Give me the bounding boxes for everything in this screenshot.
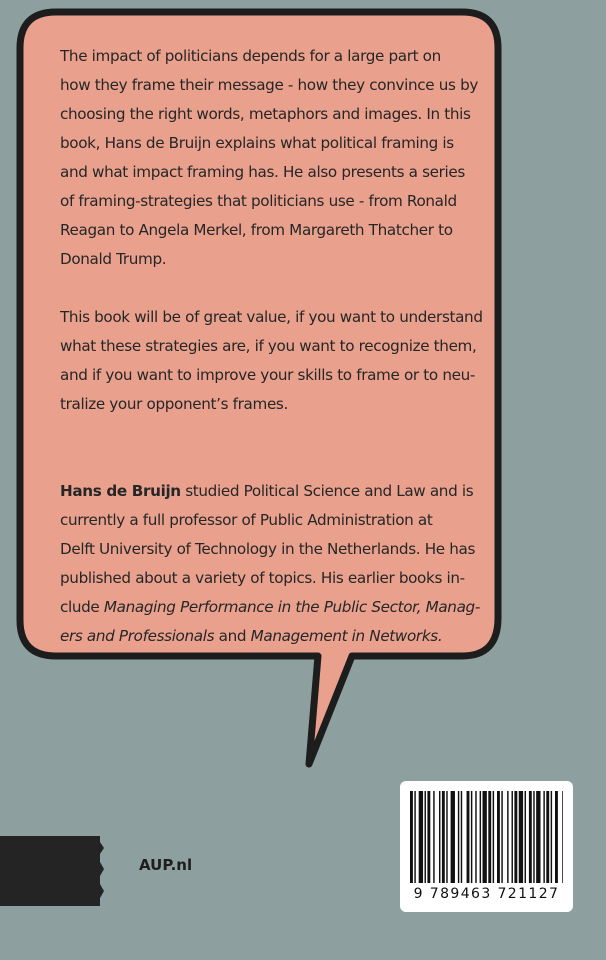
barcode-bar (439, 791, 440, 883)
barcode-bar (533, 791, 534, 883)
barcode-bar (475, 791, 476, 883)
barcode (400, 781, 573, 912)
description-paragraph (60, 42, 500, 274)
barcode-bar (512, 791, 513, 883)
text-line: Donald Trump. (60, 250, 167, 268)
bio-text: clude (60, 598, 104, 616)
barcode-bar (467, 791, 470, 883)
bio-text: and (214, 627, 251, 645)
barcode-bar (519, 791, 523, 883)
author-bio-paragraph (60, 477, 500, 651)
barcode-bar (483, 791, 487, 883)
barcode-bar (507, 791, 508, 883)
barcode-bar (543, 791, 544, 883)
text-line: currently a full professor of Public Administration at (60, 511, 433, 529)
author-name: Hans de Bruijn (60, 482, 181, 500)
barcode-bar (546, 791, 549, 883)
isbn-number: 9 789463 721127 (413, 886, 560, 902)
text-line: of framing-strategies that politicians use - from Ronald (60, 192, 457, 210)
barcode-bar (480, 791, 481, 883)
barcode-bar (536, 791, 540, 883)
text-line: The impact of politicians depends for a large part on (60, 47, 441, 65)
book-title: Management in Networks. (250, 627, 443, 645)
barcode-bar (433, 791, 434, 883)
barcode-bar (497, 791, 500, 883)
barcode-bar (427, 791, 430, 883)
barcode-bar (493, 791, 494, 883)
bio-text: studied Political Science and Law and is (180, 482, 474, 500)
text-line: and what impact framing has. He also presents a series (60, 163, 465, 181)
text-line: how they frame their message - how they convince us by (60, 76, 479, 94)
text-line (60, 622, 500, 651)
barcode-bar (446, 791, 447, 883)
book-title: Managing Performance in the Public Sector, Manag- (103, 598, 480, 616)
text-line: This book will be of great value, if you want to understand (60, 308, 483, 326)
barcode-bar (529, 791, 532, 883)
publisher-url: AUP.nl (139, 856, 193, 874)
barcode-bar (442, 791, 445, 883)
value-paragraph (60, 303, 500, 419)
barcode-bar (425, 791, 426, 883)
barcode-bar (471, 791, 472, 883)
barcode-bar (514, 791, 517, 883)
book-title: ers and Professionals (60, 627, 215, 645)
text-line: choosing the right words, metaphors and images. In this (60, 105, 471, 123)
barcode-bar (525, 791, 526, 883)
text-line: tralize your opponent’s frames. (60, 395, 288, 413)
publisher-logo-block-icon (0, 836, 110, 906)
text-line (60, 593, 500, 622)
barcode-bar (410, 791, 413, 883)
barcode-bar (555, 791, 558, 883)
barcode-bar (419, 791, 423, 883)
barcode-bar (501, 791, 502, 883)
back-cover-blurb (60, 42, 500, 651)
text-line: book, Hans de Bruijn explains what political framing is (60, 134, 454, 152)
barcode-bar (551, 791, 552, 883)
barcode-bar (414, 791, 415, 883)
text-line (60, 477, 500, 506)
barcode-bar (488, 791, 491, 883)
barcode-bar (458, 791, 459, 883)
text-line: what these strategies are, if you want to recognize them, (60, 337, 477, 355)
barcode-bar (451, 791, 455, 883)
text-line: Reagan to Angela Merkel, from Margareth Thatcher to (60, 221, 453, 239)
barcode-bar (461, 791, 462, 883)
text-line: and if you want to improve your skills to frame or to neu- (60, 366, 475, 384)
text-line: Delft University of Technology in the Netherlands. He has (60, 540, 476, 558)
barcode-bar (562, 791, 563, 883)
text-line: published about a variety of topics. His earlier books in- (60, 569, 465, 587)
